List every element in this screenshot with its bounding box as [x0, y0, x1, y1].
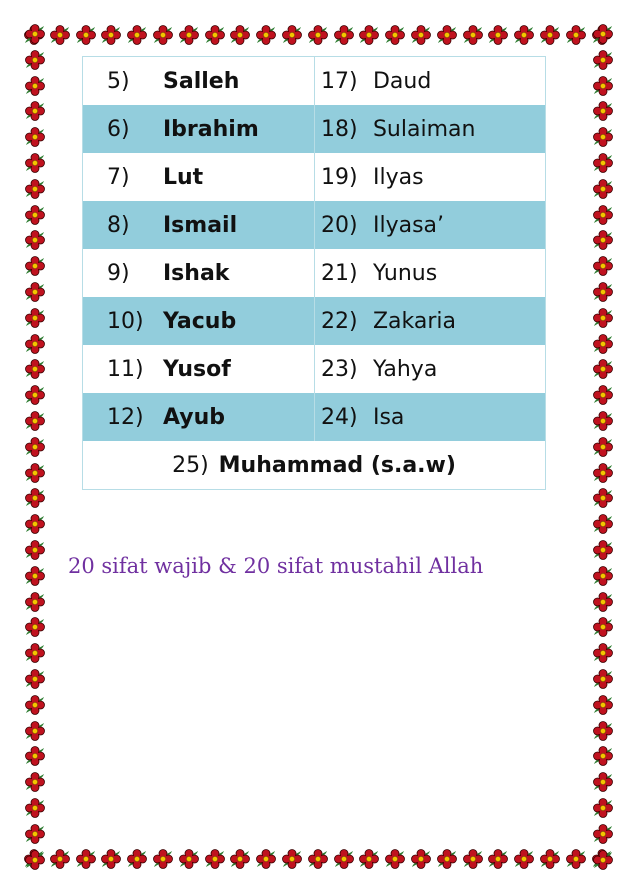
left-number: 8) — [107, 212, 130, 238]
right-cell — [314, 153, 545, 201]
left-name: Yacub — [163, 308, 237, 334]
right-number: 24) — [320, 404, 358, 430]
caption-text: 20 sifat wajib & 20 sifat mustahil Allah — [68, 554, 484, 578]
left-cell — [83, 153, 315, 201]
table-row — [83, 201, 546, 249]
final-prophet-number: 25) — [172, 452, 209, 478]
left-name: Ayub — [163, 404, 225, 430]
left-name: Ibrahim — [163, 116, 259, 142]
left-number: 9) — [107, 260, 130, 286]
left-number: 10) — [107, 308, 144, 334]
flower-border-right — [590, 22, 616, 872]
right-number: 21) — [320, 260, 358, 286]
right-number: 17) — [320, 68, 358, 94]
right-cell — [314, 105, 545, 153]
final-prophet-row — [83, 441, 546, 490]
table-row — [83, 345, 546, 393]
right-number: 20) — [320, 212, 358, 238]
left-cell — [83, 201, 315, 249]
flower-border-top — [22, 22, 616, 48]
table-row — [83, 57, 546, 106]
left-number: 7) — [107, 164, 130, 190]
left-number: 11) — [107, 356, 144, 382]
right-cell — [314, 345, 545, 393]
right-number: 23) — [320, 356, 358, 382]
right-name: Ilyas — [372, 164, 424, 190]
right-number: 22) — [320, 308, 358, 334]
right-cell — [314, 393, 545, 441]
table-row — [83, 393, 546, 441]
left-number: 5) — [107, 68, 130, 94]
left-cell — [83, 393, 315, 441]
table-row — [83, 297, 546, 345]
final-prophet-cell — [83, 441, 546, 490]
right-cell — [314, 249, 545, 297]
final-prophet-name: Muhammad (s.a.w) — [218, 452, 456, 478]
flower-border-left — [22, 22, 48, 872]
left-name: Ismail — [163, 212, 238, 238]
left-cell — [83, 249, 315, 297]
right-name: Yahya — [372, 356, 438, 382]
right-cell — [314, 297, 545, 345]
table-row — [83, 105, 546, 153]
right-cell — [314, 201, 545, 249]
left-cell — [83, 297, 315, 345]
right-name: Isa — [372, 404, 405, 430]
left-cell — [83, 57, 315, 106]
table-row — [83, 153, 546, 201]
left-name: Lut — [163, 164, 204, 190]
left-name: Yusof — [163, 356, 231, 382]
right-number: 18) — [320, 116, 358, 142]
left-cell — [83, 345, 315, 393]
left-cell — [83, 105, 315, 153]
left-number: 6) — [107, 116, 130, 142]
prophet-table — [82, 56, 546, 490]
prophet-table-body — [83, 57, 546, 442]
left-number: 12) — [107, 404, 144, 430]
right-name: Daud — [372, 68, 432, 94]
left-name: Ishak — [163, 260, 230, 286]
table-row — [83, 249, 546, 297]
right-cell — [314, 57, 545, 106]
right-name: Ilyasa’ — [372, 212, 445, 238]
right-name: Zakaria — [372, 308, 456, 334]
right-number: 19) — [320, 164, 358, 190]
left-name: Salleh — [163, 68, 240, 94]
right-name: Yunus — [372, 260, 438, 286]
right-name: Sulaiman — [372, 116, 476, 142]
flower-border-bottom — [22, 846, 616, 872]
